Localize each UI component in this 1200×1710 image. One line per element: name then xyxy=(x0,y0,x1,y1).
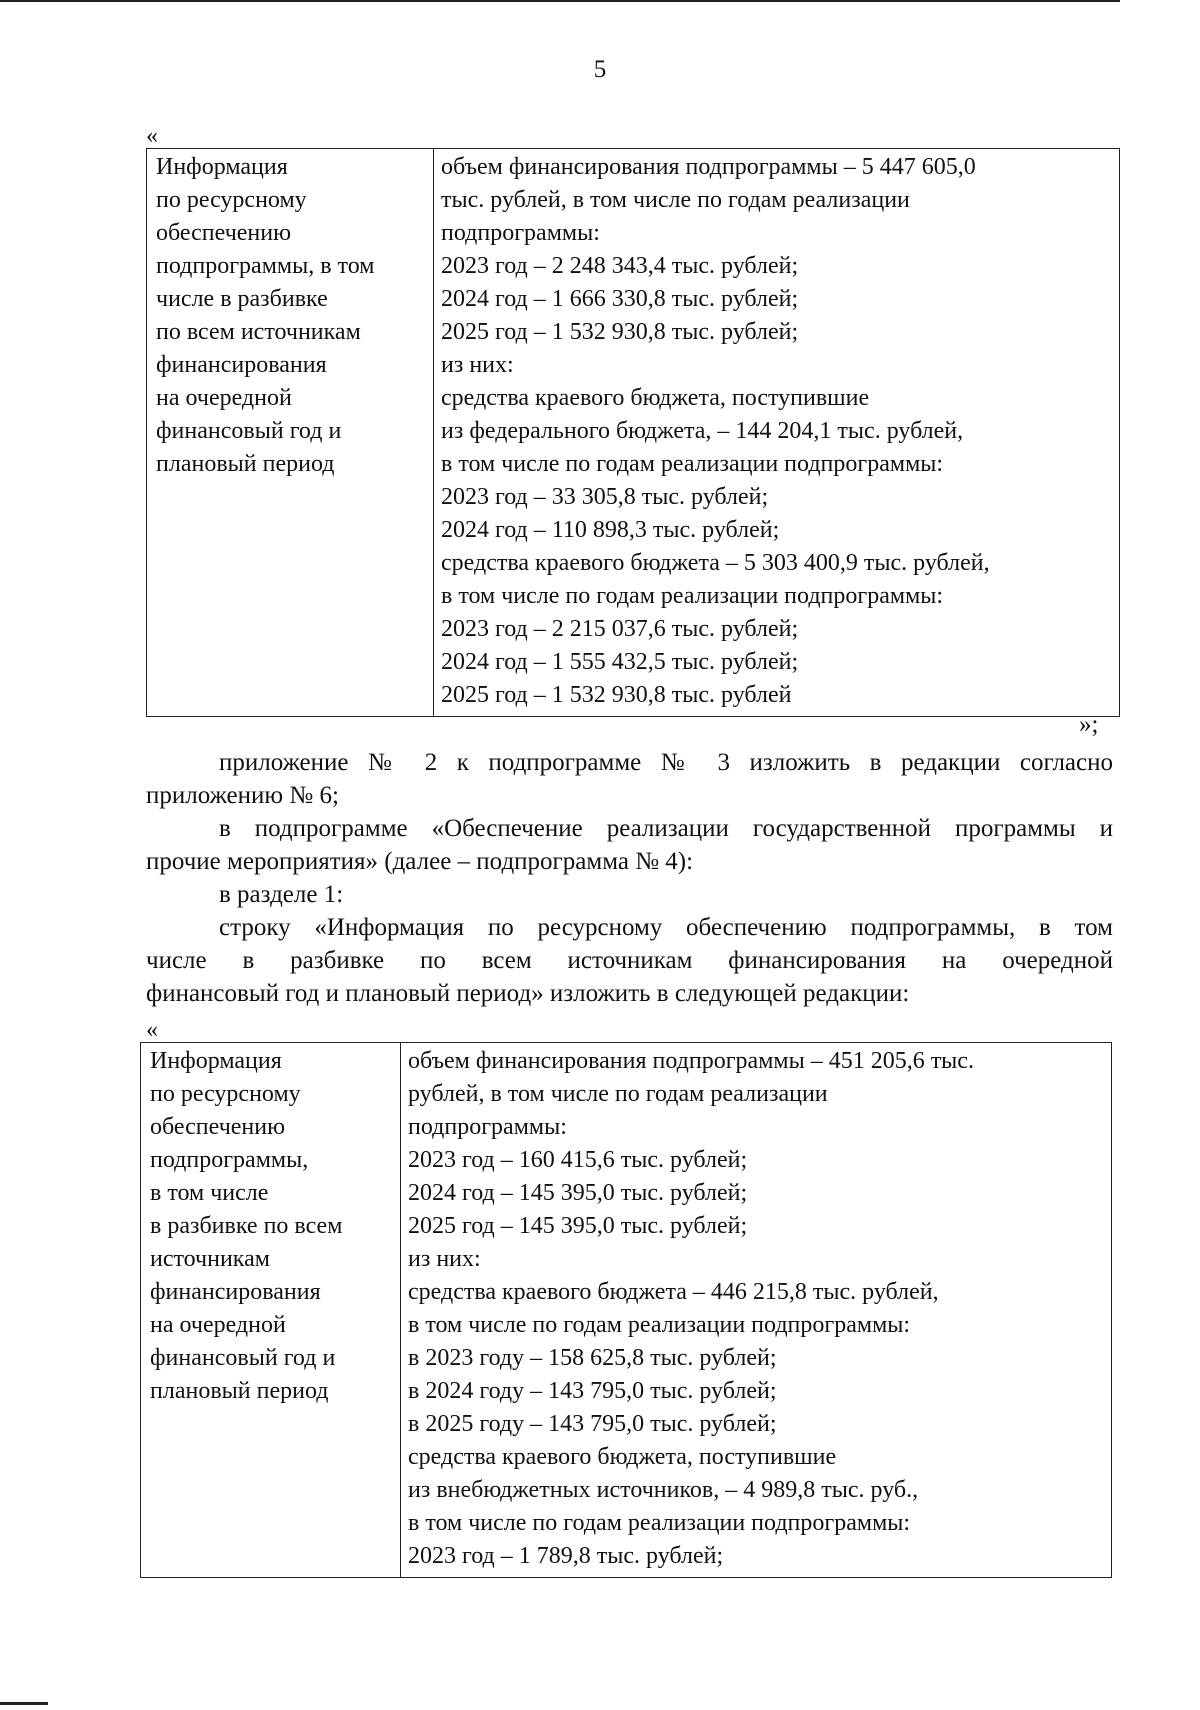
table2-value-line: из них: xyxy=(408,1246,481,1272)
table2-value-line: средства краевого бюджета – 446 215,8 тыс. рублей, xyxy=(408,1279,939,1305)
page-number: 5 xyxy=(593,56,607,83)
table1-value-line: 2024 год – 1 555 432,5 тыс. рублей; xyxy=(441,649,799,675)
paragraph-line: числе в разбивке по всем источникам финансирования на очередной xyxy=(146,947,1113,974)
table1-label-line: по ресурсному xyxy=(156,187,307,213)
table2-label-line: подпрограммы, xyxy=(150,1147,309,1173)
opening-quote-1: « xyxy=(146,123,158,149)
paragraph-line: в разделе 1: xyxy=(219,881,344,908)
paragraph-line: приложение № 2 к подпрограмме № 3 изложить в редакции согласно xyxy=(219,749,1113,776)
table1-label-line: финансирования xyxy=(156,352,327,378)
table2-label-line: в разбивке по всем xyxy=(150,1213,343,1239)
paragraph-subprogram xyxy=(146,812,1113,878)
table1-value-cell xyxy=(434,149,1120,717)
resource-info-table-2 xyxy=(140,1042,1112,1578)
table2-value-line: 2025 год – 145 395,0 тыс. рублей; xyxy=(408,1213,748,1239)
table1-value-line: средства краевого бюджета – 5 303 400,9 тыс. рублей, xyxy=(441,550,990,576)
table2-label-line: финансирования xyxy=(150,1279,321,1305)
table2-value-line: в 2024 году – 143 795,0 тыс. рублей; xyxy=(408,1378,777,1404)
table2-value-line: средства краевого бюджета, поступившие xyxy=(408,1444,837,1470)
opening-quote-2: « xyxy=(146,1017,158,1043)
table1-value-line: в том числе по годам реализации подпрограммы: xyxy=(441,583,944,609)
table2-label-line: Информация xyxy=(150,1048,282,1074)
table1-value-line: в том числе по годам реализации подпрограммы: xyxy=(441,451,944,477)
table2-value-line: в том числе по годам реализации подпрограммы: xyxy=(408,1312,911,1338)
paragraph-line: в подпрограмме «Обеспечение реализации государственной программы и xyxy=(219,815,1113,842)
top-border-line xyxy=(0,0,1120,2)
table1-label-line: Информация xyxy=(156,154,288,180)
table2-label-line: источникам xyxy=(150,1246,270,1272)
paragraph-line: финансовый год и плановый период» изложить в следующей редакции: xyxy=(146,980,910,1007)
table2-label-line: на очередной xyxy=(150,1312,286,1338)
table1-value-line: 2023 год – 2 248 343,4 тыс. рублей; xyxy=(441,253,799,279)
table1-label-line: финансовый год и xyxy=(156,418,342,444)
table2-label-line: в том числе xyxy=(150,1180,269,1206)
table2-value-line: рублей, в том числе по годам реализации xyxy=(408,1081,828,1107)
table2-value-line: подпрограммы: xyxy=(408,1114,567,1140)
table1-label-line: плановый период xyxy=(156,451,335,477)
table2-value-line: в 2023 году – 158 625,8 тыс. рублей; xyxy=(408,1345,777,1371)
table2-label-line: плановый период xyxy=(150,1378,329,1404)
paragraph-section xyxy=(146,878,1113,911)
table1-value-line: из федерального бюджета, – 144 204,1 тыс. рублей, xyxy=(441,418,964,444)
table2-value-line: из внебюджетных источников, – 4 989,8 тыс. руб., xyxy=(408,1477,919,1503)
table2-value-line: в том числе по годам реализации подпрограммы: xyxy=(408,1510,911,1536)
table2-value-line: 2023 год – 1 789,8 тыс. рублей; xyxy=(408,1543,724,1569)
table1-label-line: на очередной xyxy=(156,385,292,411)
table2-label-line: обеспечению xyxy=(150,1114,286,1140)
table2-value-line: 2024 год – 145 395,0 тыс. рублей; xyxy=(408,1180,748,1206)
table1-value-line: средства краевого бюджета, поступившие xyxy=(441,385,870,411)
table2-label-line: финансовый год и xyxy=(150,1345,336,1371)
paragraph-appendix xyxy=(146,746,1113,812)
table1-label-line: обеспечению xyxy=(156,220,292,246)
bottom-border-mark xyxy=(0,1702,48,1705)
table2-value-line: объем финансирования подпрограммы – 451 205,6 тыс. xyxy=(408,1048,974,1074)
table1-value-line: 2023 год – 33 305,8 тыс. рублей; xyxy=(441,484,769,510)
table1-value-line: объем финансирования подпрограммы – 5 447 605,0 xyxy=(441,154,976,180)
table1-value-line: 2024 год – 1 666 330,8 тыс. рублей; xyxy=(441,286,799,312)
table1-label-line: числе в разбивке xyxy=(156,286,328,312)
paragraph-line: прочие мероприятия» (далее – подпрограмма № 4): xyxy=(146,848,694,875)
table2-label-line: по ресурсному xyxy=(150,1081,301,1107)
table2-label-cell xyxy=(141,1043,401,1578)
table1-label-cell xyxy=(147,149,434,717)
paragraph-line: строку «Информация по ресурсному обеспечению подпрограммы, в том xyxy=(219,914,1113,941)
table1-value-line: подпрограммы: xyxy=(441,220,600,246)
table2-value-cell xyxy=(401,1043,1112,1578)
table1-value-line: 2024 год – 110 898,3 тыс. рублей; xyxy=(441,517,780,543)
table2-value-line: 2023 год – 160 415,6 тыс. рублей; xyxy=(408,1147,748,1173)
paragraph-line: приложению № 6; xyxy=(146,782,339,809)
resource-info-table-1 xyxy=(146,148,1120,717)
table1-label-line: по всем источникам xyxy=(156,319,361,345)
closing-quote-1: »; xyxy=(1079,711,1099,738)
table1-label-line: подпрограммы, в том xyxy=(156,253,375,279)
table1-value-line: 2025 год – 1 532 930,8 тыс. рублей xyxy=(441,682,792,708)
table1-value-line: тыс. рублей, в том числе по годам реализации xyxy=(441,187,910,213)
table1-value-line: 2025 год – 1 532 930,8 тыс. рублей; xyxy=(441,319,799,345)
table1-value-line: 2023 год – 2 215 037,6 тыс. рублей; xyxy=(441,616,799,642)
table2-value-line: в 2025 году – 143 795,0 тыс. рублей; xyxy=(408,1411,777,1437)
paragraph-row-instruction xyxy=(146,911,1113,1010)
table1-value-line: из них: xyxy=(441,352,514,378)
